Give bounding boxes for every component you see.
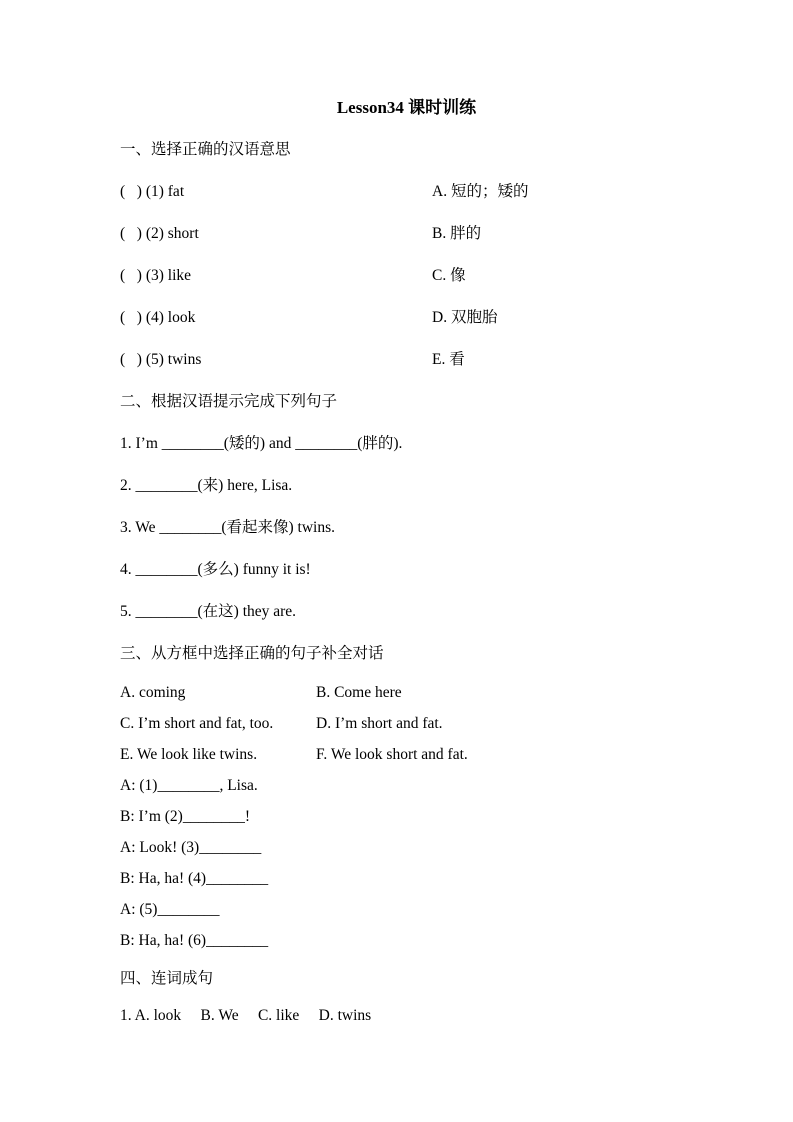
- match-item-chinese: B. 胖的: [432, 225, 482, 242]
- match-row: [120, 264, 693, 288]
- match-item-english: ( ) (2) short: [120, 225, 199, 242]
- match-row: [120, 348, 693, 372]
- dialogue-line: B: I’m (2)________!: [120, 808, 251, 825]
- dialogue-line: A: (1)________, Lisa.: [120, 777, 258, 794]
- match-item-chinese: C. 像: [432, 267, 466, 284]
- page-title: Lesson34 课时训练: [336, 98, 477, 117]
- match-item-english: ( ) (4) look: [120, 309, 196, 326]
- option-row: [120, 712, 693, 736]
- section-2-heading: 二、根据汉语提示完成下列句子: [120, 393, 338, 410]
- match-row: [120, 180, 693, 204]
- fill-in-sentence: 2. ________(来) here, Lisa.: [120, 477, 293, 494]
- fill-in-sentence: 1. I’m ________(矮的) and ________(胖的).: [120, 435, 403, 452]
- match-item-english: ( ) (1) fat: [120, 183, 185, 200]
- match-row: [120, 222, 693, 246]
- match-row: [120, 306, 693, 330]
- dialogue-line: B: Ha, ha! (4)________: [120, 870, 269, 887]
- option-item: E. We look like twins.: [120, 746, 258, 763]
- section-3-heading: 三、从方框中选择正确的句子补全对话: [120, 645, 384, 662]
- dialogue-line: A: Look! (3)________: [120, 839, 262, 856]
- fill-in-sentence: 4. ________(多么) funny it is!: [120, 561, 311, 578]
- match-item-chinese: A. 短的；矮的: [432, 183, 529, 200]
- option-item: B. Come here: [316, 684, 402, 701]
- option-row: [120, 743, 693, 767]
- word-order-item: 1. A. look B. We C. like D. twins: [120, 1007, 372, 1024]
- match-item-chinese: D. 双胞胎: [432, 309, 498, 326]
- option-item: C. I’m short and fat, too.: [120, 715, 274, 732]
- section-1-heading: 一、选择正确的汉语意思: [120, 141, 291, 158]
- dialogue-line: B: Ha, ha! (6)________: [120, 932, 269, 949]
- fill-in-sentence: 5. ________(在这) they are.: [120, 603, 297, 620]
- option-row: [120, 681, 693, 705]
- match-item-english: ( ) (3) like: [120, 267, 192, 284]
- match-item-chinese: E. 看: [432, 351, 465, 368]
- option-item: F. We look short and fat.: [316, 746, 468, 763]
- option-item: A. coming: [120, 684, 186, 701]
- section-4-heading: 四、连词成句: [120, 970, 214, 987]
- fill-in-sentence: 3. We ________(看起来像) twins.: [120, 519, 336, 536]
- dialogue-line: A: (5)________: [120, 901, 220, 918]
- match-item-english: ( ) (5) twins: [120, 351, 202, 368]
- option-item: D. I’m short and fat.: [316, 715, 443, 732]
